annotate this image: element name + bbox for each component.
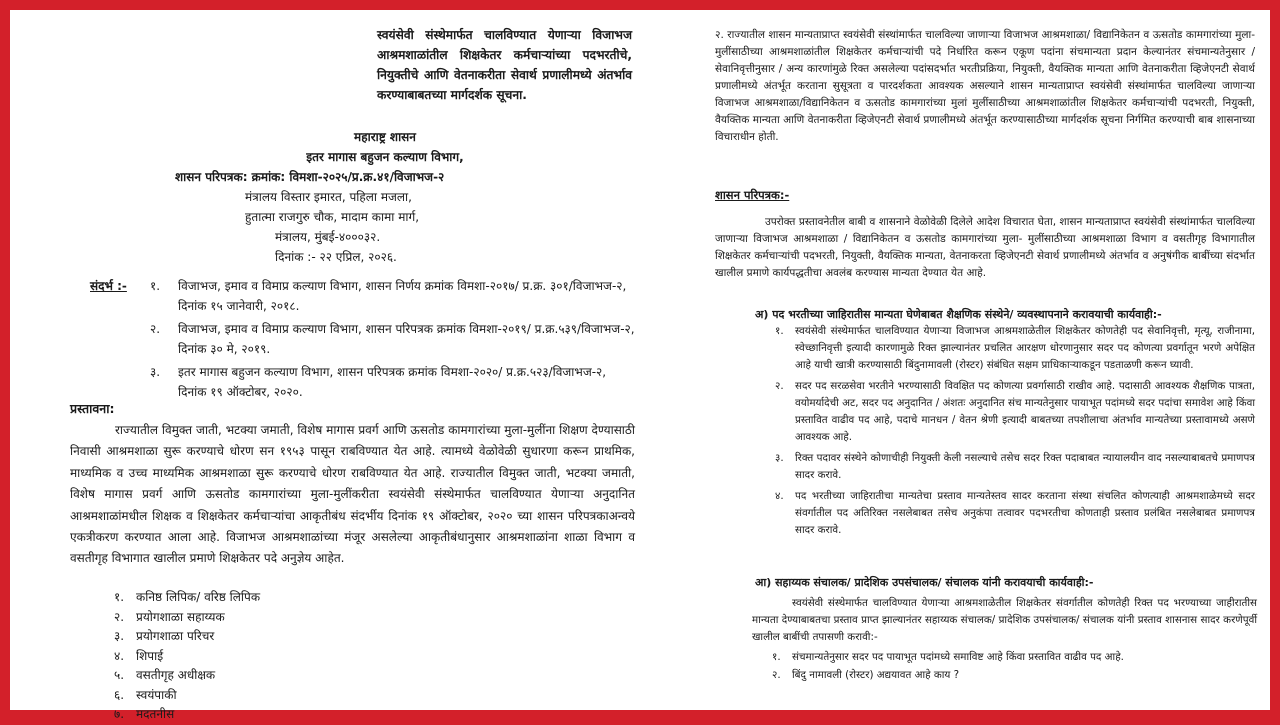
address-line-1: मंत्रालय विस्तार इमारत, पहिला मजला, — [245, 190, 412, 204]
post-number: ७. — [114, 707, 125, 721]
circular-date: दिनांक :- २२ एप्रिल, २०२६. — [275, 250, 397, 264]
post-number: ४. — [114, 648, 125, 663]
post-item — [114, 588, 514, 608]
post-item — [114, 627, 514, 647]
reference-text: विजाभज, इमाव व विमाप्र कल्याण विभाग, शासन निर्णय क्रमांक विमशा-२०१७/ प्र.क्र. ३०१/विजाभज-२, दिनांक १५ जानेवारी, २०१८. — [178, 279, 627, 313]
circular-number: शासन परिपत्रक: क्रमांक: विमशा-२०२५/प्र.क्र.४१/विजाभज-२ — [175, 170, 445, 184]
section-a-item — [775, 450, 1255, 484]
item-number: १. — [775, 325, 784, 337]
section-a-list — [775, 323, 1255, 543]
item-text: सदर पद सरळसेवा भरतीने भरण्यासाठी विवक्षित पद कोणत्या प्रवर्गासाठी राखीव आहे. पदासाठी आवश्यक शैक्षणिक पात्रता, वयोमर्यादेची अट, सदर पद अनुदानित / अंशतः अनुदानित संच मान्यतेनुसार पायाभूत पदांमध्ये सदर पदांचा समावेश आहे किंवा प्रस्तावित वाढीव पद आहे, पदाचे मानधन / वेतन श्रेणी इत्यादी बाबतच्या तपशीलाचा अंतर्भाव मान्यतेच्या प्रस्तावामध्ये असणे आवश्यक आहे. — [795, 380, 1255, 443]
post-label: प्रयोगशाळा सहाय्यक — [136, 609, 225, 624]
post-label: कनिष्ठ लिपिक/ वरिष्ठ लिपिक — [136, 590, 261, 604]
item-text: संचमान्यतेनुसार सदर पद पायाभूत पदांमध्ये समाविष्ट आहे किंवा प्रस्तावित वाढीव पद आहे. — [792, 651, 1124, 663]
post-item — [114, 686, 514, 706]
section-a-item — [775, 323, 1255, 374]
post-label: मदतनीस — [136, 707, 175, 721]
post-number: २. — [114, 609, 125, 624]
item-number: २. — [775, 380, 784, 392]
section-a-heading: अ) पद भरतीच्या जाहिरातीस मान्यता घेणेबाबत शैक्षणिक संस्थेने/ व्यवस्थापनाने करावयाची कार्यवाही:- — [755, 308, 1162, 321]
post-label: स्वयंपाकी — [136, 687, 177, 702]
reference-item — [90, 362, 635, 402]
reference-text: इतर मागास बहुजन कल्याण विभाग, शासन परिपत्रक क्रमांक विमशा-२०२०/ प्र.क्र.५२३/विजाभज-२, दिनांक १९ ऑक्टोबर, २०२०. — [178, 365, 607, 399]
state-name: महाराष्ट्र शासन — [354, 130, 416, 144]
reference-item — [90, 276, 635, 316]
post-item — [114, 608, 514, 628]
references — [90, 276, 635, 405]
post-number: ३. — [114, 629, 125, 643]
section-b-paragraph: स्वयंसेवी संस्थेमार्फत चालविण्यात येणाऱ्या आश्रमशाळेतील शिक्षकेतर संवर्गातील कोणतेही रिक्त पद भरण्याच्या जाहीरातीस मान्यता देण्याबाबतचा प्रस्ताव प्राप्त झाल्यानंतर सहाय्यक संचालक/ प्रादेशिक उपसंचालक/ संचालक यांनी प्रस्ताव शासनास सादर करणेपूर्वी खालील बाबींची तपासणी करावी:- — [752, 597, 1257, 643]
section-a-item — [775, 488, 1255, 539]
reference-number: १. — [150, 279, 161, 293]
government-header — [175, 127, 595, 267]
section-b-item — [772, 648, 1252, 666]
document-frame — [10, 10, 1270, 721]
reference-number: ३. — [150, 365, 161, 379]
section-b-heading: आ) सहाय्यक संचालक/ प्रादेशिक उपसंचालक/ संचालक यांनी करावयाची कार्यवाही:- — [755, 576, 1094, 589]
reference-text: विजाभज, इमाव व विमाप्र कल्याण विभाग, शासन परिपत्रक क्रमांक विमशा-२०१९/ प्र.क्र.५३९/विजाभज-२, दिनांक ३० मे, २०१९. — [178, 322, 635, 356]
section-a-item — [775, 378, 1255, 446]
address-line-3: मंत्रालय, मुंबई-४०००३२. — [275, 230, 381, 244]
item-number: ३. — [775, 452, 784, 464]
section-b-list — [772, 648, 1252, 684]
reference-item — [90, 319, 635, 359]
references-label: संदर्भ :- — [90, 279, 127, 293]
post-item — [114, 647, 514, 667]
right-page — [650, 10, 1270, 710]
post-label: शिपाई — [136, 648, 164, 663]
posts-list — [114, 588, 514, 725]
item-text: पद भरतीच्या जाहिरातीचा मान्यतेचा प्रस्ताव मान्यतेस्तव सादर करताना संस्था संचलित कोणत्याही आश्रमशाळेमध्ये सदर संवर्गातील पद अतिरिक्त नसलेबाबत तसेच अनुकंपा तत्वावर पदभरतीचा कोणताही प्रस्ताव प्रलंबित नसलेबाबत प्रमाणपत्र सादर करावे. — [795, 490, 1255, 536]
post-item — [114, 705, 514, 725]
post-item — [114, 666, 514, 686]
department-name: इतर मागास बहुजन कल्याण विभाग, — [306, 150, 464, 164]
item-number: ४. — [775, 490, 784, 502]
post-label: वसतीगृह अधीक्षक — [136, 668, 216, 682]
section-b-item — [772, 666, 1252, 684]
document-subject: स्वयंसेवी संस्थेमार्फत चालविण्यात येणाऱ्या विजाभज आश्रमशाळांतील शिक्षकेतर कर्मचाऱ्यांच्या पदभरतीचे, नियुक्तीचे आणि वेतनाकरीता सेवार्थ प्रणालीमध्ये अंतर्भाव करण्याबाबतच्या मार्गदर्शक सूचना. — [377, 28, 632, 102]
item-number: २. — [772, 669, 781, 681]
item-number: १. — [772, 651, 781, 663]
preamble-text: राज्यातील विमुक्त जाती, भटक्या जमाती, विशेष मागास प्रवर्ग आणि ऊसतोड कामगारांच्या मुला-मुलींना शिक्षण देण्यासाठी निवासी आश्रमशाळा सुरू करण्याचे धोरण सन १९५३ पासून राबविण्यात येत आहे. त्यामध्ये वेळोवेळी सुधारणा करून प्राथमिक, माध्यमिक व उच्च माध्यमिक आश्रमशाळा सुरू करण्याचे धोरण राबविण्यात येत आहे. राज्यातील विमुक्त जाती, भटक्या जमाती, विशेष मागास प्रवर्ग आणि ऊसतोड कामगारांच्या मुला-मुलींकरीता स्वयंसेवी संस्थेमार्फत चालविण्यात येणाऱ्या अनुदानित आश्रमशाळांमधील शिक्षक व शिक्षकेतर कर्मचाऱ्यांचा आकृतीबंध संदर्भीय दिनांक १९ ऑक्टोबर, २०२० च्या शासन परिपत्रकाअन्वये एकत्रीकरण करण्यात आला आहे. विजाभज आश्रमशाळांच्या मंजूर असलेल्या आकृतीबंधानुसार आश्रमशाळांना शाळा विभाग व वसतीगृह विभागात खालील प्रमाणे शिक्षकेतर पदे अनुज्ञेय आहेत. — [70, 423, 635, 566]
left-page — [10, 10, 650, 721]
post-number: १. — [114, 590, 125, 604]
circular-heading: शासन परिपत्रक:- — [715, 188, 790, 202]
item-text: रिक्त पदावर संस्थेने कोणाचीही नियुक्ती केली नसल्याचे तसेच सदर रिक्त पदाबाबत न्यायालयीन वाद नसल्याबाबतचे प्रमाणपत्र सादर करावे. — [795, 452, 1255, 481]
paragraph-2: २. राज्यातील शासन मान्यताप्राप्त स्वयंसेवी संस्थांमार्फत चालविल्या जाणाऱ्या विजाभज आश्रमशाळा/ विद्यानिकेतन व ऊसतोड कामगारांच्या मुला- मुलींसाठीच्या आश्रमशाळांतील शिक्षकेतर कर्मचाऱ्यांची पदे निर्धारित करून एकूण पदांना संचमान्यता प्रदान केल्यानंतर संचमान्यतेनुसार / सेवानिवृत्तीनुसार / अन्य कारणांमुळे रिक्त असलेल्या पदांसदर्भात भरतीप्रक्रिया, नियुक्ती, वैयक्तिक मान्यता आणि वेतनाकरीता व्हिजेएनटी सेवार्थ प्रणालीमध्ये अंतर्भूत करताना सुसूत्रता व पारदर्शकता आवश्यक असल्याने शासन मान्यताप्राप्त स्वयंसेवी संस्थांमार्फत चालविल्या जाणाऱ्या विजाभज आश्रमशाळा/विद्यानिकेतन व ऊसतोड कामगारांच्या मुलां मुलींसाठीच्या आश्रमशाळांतील शिक्षकेतर कर्मचाऱ्यांची पदभरती, नियुक्ती, वैयक्तिक मान्यता आणि वेतनाकरीता व्हिजेएनटी सेवार्थ प्रणालीमध्ये अंतर्भूत करण्यासाठीच्या मार्गदर्शक सूचना निर्गमित करण्याची बाब शासनाच्या विचाराधीन होती. — [715, 29, 1255, 143]
post-label: प्रयोगशाळा परिचर — [136, 629, 215, 643]
reference-number: २. — [150, 322, 161, 336]
post-number: ६. — [114, 687, 125, 702]
address-line-2: हुतात्मा राजगुरु चौक, मादाम कामा मार्ग, — [245, 210, 420, 224]
preamble-heading: प्रस्तावना: — [70, 401, 115, 416]
item-text: स्वयंसेवी संस्थेमार्फत चालविण्यात येणाऱ्या विजाभज आश्रमशाळेतील शिक्षकेतर कोणतेही पद सेवानिवृत्ती, मृत्यू, राजीनामा, स्वेच्छानिवृत्ती इत्यादी कारणामुळे रिक्त झाल्यानंतर प्रचलित आरक्षण धोरणानुसार सदर पद कोणत्या प्रवर्गातून भरणे अपेक्षित आहे याची खात्री करण्यासाठी बिंदुनामावली (रोस्टर) संबंधित सक्षम प्राधिकाऱ्याकडून पडताळणी करून घ्यावी. — [795, 325, 1255, 371]
circular-paragraph: उपरोक्त प्रस्तावनेतील बाबी व शासनाने वेळोवेळी दिलेले आदेश विचारात घेता, शासन मान्यताप्राप्त स्वयंसेवी संस्थांमार्फत चालविल्या जाणाऱ्या विजाभज आश्रमशाळा / विद्यानिकेतन व ऊसतोड कामगारांच्या मुला- मुलींसाठीच्या आश्रमशाळा विभाग व वसतीगृह विभागातील शिक्षकेतर कर्मचाऱ्यांची पदभरती, नियुक्ती, वैयक्तिक मान्यता, वेतनाकरता व्हिजेएनटी सेवार्थ प्रणालीमध्ये अंतर्भाव व अनुषंगीक बाबींच्या संदर्भात खालील प्रमाणे कार्यपद्धतीचा अवलंब करण्यास मान्यता देण्यात येत आहे. — [715, 216, 1255, 279]
item-text: बिंदु नामावली (रोस्टर) अद्ययावत आहे काय ? — [792, 669, 960, 681]
post-number: ५. — [114, 668, 125, 682]
